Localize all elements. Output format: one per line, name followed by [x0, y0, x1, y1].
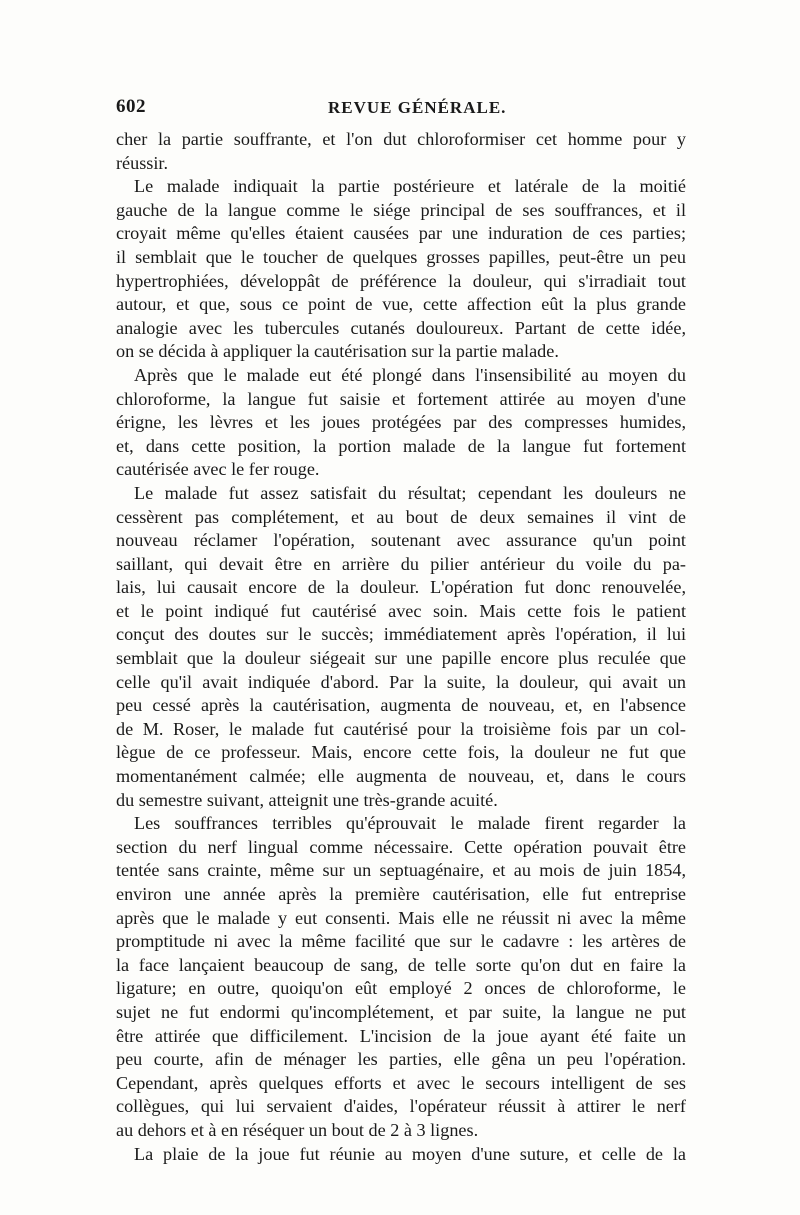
- text-line: conçut des doutes sur le succès; immédiatement après l'opération, il lui: [116, 624, 686, 645]
- text-line: lais, lui causait encore de la douleur. L'opération fut donc renouvelée,: [116, 577, 686, 598]
- text-line: environ une année après la première cautérisation, elle fut entreprise: [116, 884, 686, 904]
- text-line: saillant, qui devait être en arrière du pilier antérieur du voile du pa-: [116, 553, 686, 574]
- text-line: réussir.: [116, 152, 169, 173]
- page-header: [116, 96, 686, 124]
- text-line: ligature; en outre, quoiqu'on eût employé 2 onces de chloroforme, le: [116, 978, 686, 999]
- text-line: momentanément calmée; elle augmenta de nouveau, et, dans le cours: [116, 766, 686, 787]
- text-line: et, dans cette position, la portion malade de la langue fut fortement: [116, 435, 686, 456]
- text-line: Les souffrances terribles qu'éprouvait le malade firent regarder la: [134, 813, 686, 834]
- text-line: analogie avec les tubercules cutanés douloureux. Partant de cette idée,: [116, 317, 686, 338]
- text-line: chloroforme, la langue fut saisie et fortement attirée au moyen d'une: [116, 388, 686, 409]
- text-line: la face lançaient beaucoup de sang, de telle sorte qu'on dut en faire la: [116, 954, 686, 975]
- text-line: être attirée que difficilement. L'incision de la joue ayant été faite un: [116, 1025, 686, 1046]
- text-line: section du nerf lingual comme nécessaire. Cette opération pouvait être: [116, 836, 686, 857]
- text-line: au dehors et à en réséquer un bout de 2 à 3 lignes.: [116, 1119, 479, 1140]
- text-line: celle qu'il avait indiquée d'abord. Par la suite, la douleur, qui avait un: [116, 671, 686, 692]
- text-line: érigne, les lèvres et les joues protégées par des compresses humides,: [116, 412, 686, 433]
- text-line: hypertrophiées, développât de préférence la douleur, qui s'irradiait tout: [116, 270, 686, 291]
- text-line: promptitude ni avec la même facilité que sur le cadavre : les artères de: [116, 931, 686, 952]
- body-text: [116, 128, 686, 1166]
- text-line: Cependant, après quelques efforts et avec le secours intelligent de ses: [116, 1072, 686, 1093]
- text-line: nouveau réclamer l'opération, soutenant avec assurance qu'un point: [116, 530, 686, 551]
- text-line: gauche de la langue comme le siége principal de ses souffrances, et il: [116, 199, 686, 220]
- text-line: peu cessé après la cautérisation, augmenta de nouveau, et, en l'absence: [116, 695, 686, 716]
- text-line: semblait que la douleur siégeait sur une papille encore plus reculée que: [116, 648, 686, 669]
- text-line: après que le malade y eut consenti. Mais elle ne réussit ni avec la même: [116, 907, 686, 928]
- text-line: du semestre suivant, atteignit une très-grande acuité.: [116, 789, 498, 810]
- text-line: cessèrent pas complétement, et au bout de deux semaines il vint de: [116, 506, 686, 527]
- text-line: lègue de ce professeur. Mais, encore cette fois, la douleur ne fut que: [116, 742, 686, 763]
- text-line: Après que le malade eut été plongé dans l'insensibilité au moyen du: [134, 364, 686, 385]
- text-line: tentée sans crainte, même sur un septuagénaire, et au mois de juin 1854,: [116, 860, 686, 881]
- text-line: croyait même qu'elles étaient causées par une induration de ces parties;: [116, 223, 686, 244]
- text-line: il semblait que le toucher de quelques grosses papilles, peut-être un peu: [116, 246, 686, 267]
- text-line: cher la partie souffrante, et l'on dut chloroformiser cet homme pour y: [116, 129, 686, 149]
- text-line: on se décida à appliquer la cautérisation sur la partie malade.: [116, 341, 559, 362]
- text-line: Le malade indiquait la partie postérieure et latérale de la moitié: [134, 176, 686, 197]
- text-line: autour, et que, sous ce point de vue, cette affection eût la plus grande: [116, 294, 686, 315]
- text-line: et le point indiqué fut cautérisé avec soin. Mais cette fois le patient: [116, 600, 686, 621]
- text-line: peu courte, afin de ménager les parties, elle gêna un peu l'opération.: [116, 1049, 686, 1070]
- text-line: sujet ne fut endormi qu'incomplétement, et par suite, la langue ne put: [116, 1001, 686, 1022]
- text-line: La plaie de la joue fut réunie au moyen d'une suture, et celle de la: [134, 1143, 686, 1164]
- text-line: cautérisée avec le fer rouge.: [116, 459, 320, 480]
- text-line: Le malade fut assez satisfait du résultat; cependant les douleurs ne: [134, 482, 686, 503]
- running-title: REVUE GÉNÉRALE.: [328, 98, 507, 117]
- page-number: 602: [116, 96, 146, 117]
- text-line: de M. Roser, le malade fut cautérisé pour la troisième fois par un col-: [116, 718, 686, 739]
- text-line: collègues, qui lui servaient d'aides, l'opérateur réussit à attirer le nerf: [116, 1096, 686, 1117]
